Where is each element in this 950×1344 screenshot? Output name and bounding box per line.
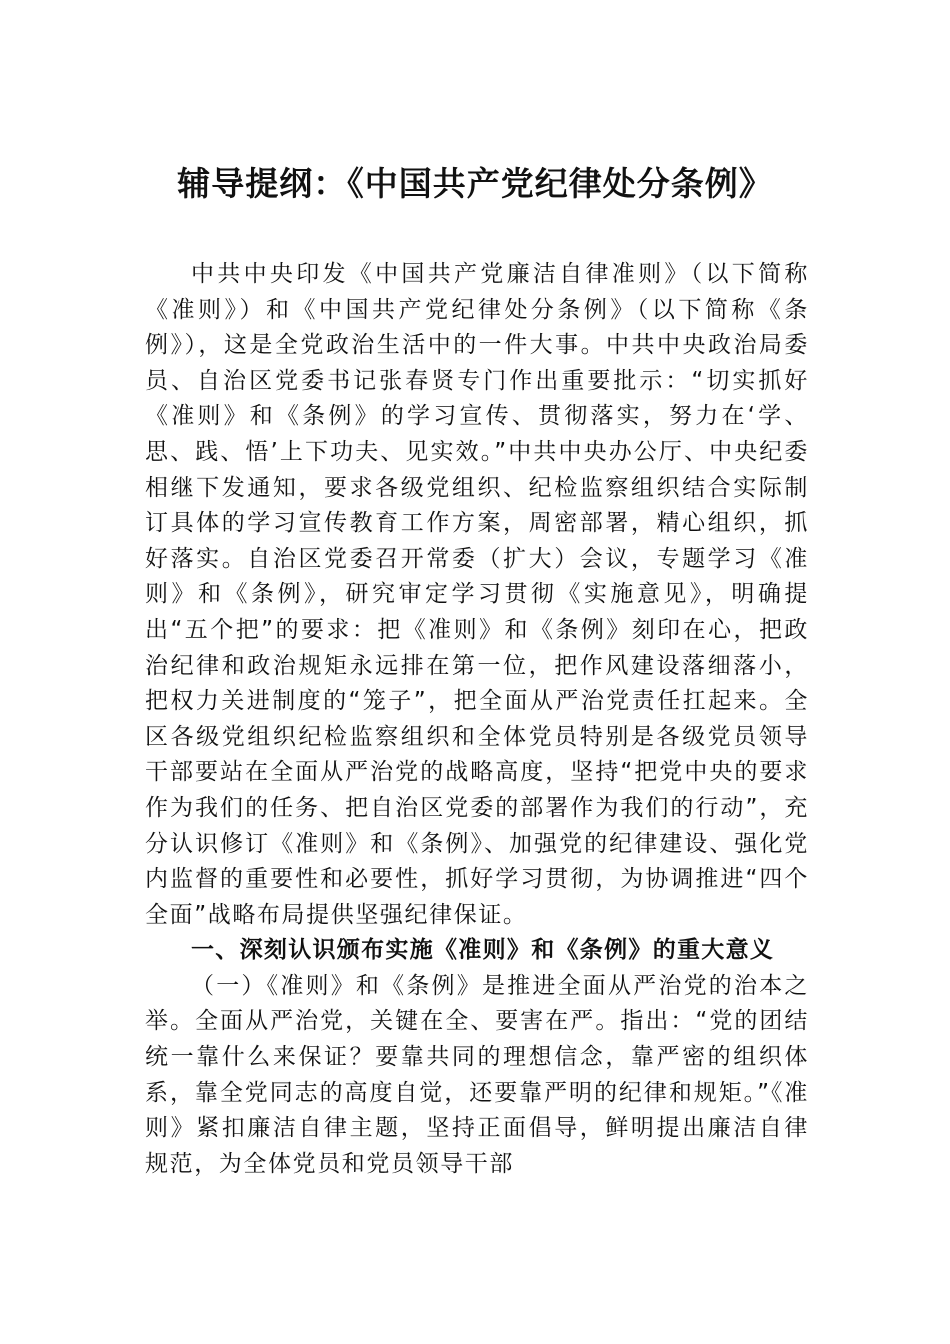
intro-paragraph: 中共中央印发《中国共产党廉洁自律准则》（以下简称《准则》）和《中国共产党纪律处分条例》（以下简称《条例》），这是全党政治生活中的一件大事。中共中央政治局委员、自治区党委书记张春贤专门作出重要批示：“切实抓好《准则》和《条例》的学习宣传、贯彻落实，努力在‘学、思、践、悟’上下功夫、见实效。”中共中央办公厅、中央纪委相继下发通知，要求各级党组织、纪检监察组织结合实际制订具体的学习宣传教育工作方案，周密部署，精心组织，抓好落实。自治区党委召开常委（扩大）会议，专题学习《准则》和《条例》，研究审定学习贯彻《实施意见》，明确提出“五个把”的要求：把《准则》和《条例》刻印在心，把政治纪律和政治规矩永远排在第一位，把作风建设落细落小，把权力关进制度的“笼子”，把全面从严治党责任扛起来。全区各级党组织纪检监察组织和全体党员特别是各级党员领导干部要站在全面从严治党的战略高度，坚持“把党中央的要求作为我们的任务、把自治区党委的部署作为我们的行动”，充分认识修订《准则》和《条例》、加强党的纪律建设、强化党内监督的重要性和必要性，抓好学习贯彻，为协调推进“四个全面”战略布局提供坚强纪律保证。 (145, 261, 809, 928)
section-heading: 一、深刻认识颁布实施《准则》和《条例》的重大意义 (191, 937, 775, 964)
document-title: 辅导提纲：《中国共产党纪律处分条例》 (177, 164, 773, 203)
document-body (145, 257, 809, 1182)
section-paragraph: （一）《准则》和《条例》是推进全面从严治党的治本之举。全面从严治党，关键在全、要害在严。指出：“党的团结统一靠什么来保证？要靠共同的理想信念，靠严密的组织体系，靠全党同志的高度自觉，还要靠严明的纪律和规矩。”《准则》紧扣廉洁自律主题，坚持正面倡导，鲜明提出廉洁自律规范，为全体党员和党员领导干部 (145, 972, 809, 1177)
